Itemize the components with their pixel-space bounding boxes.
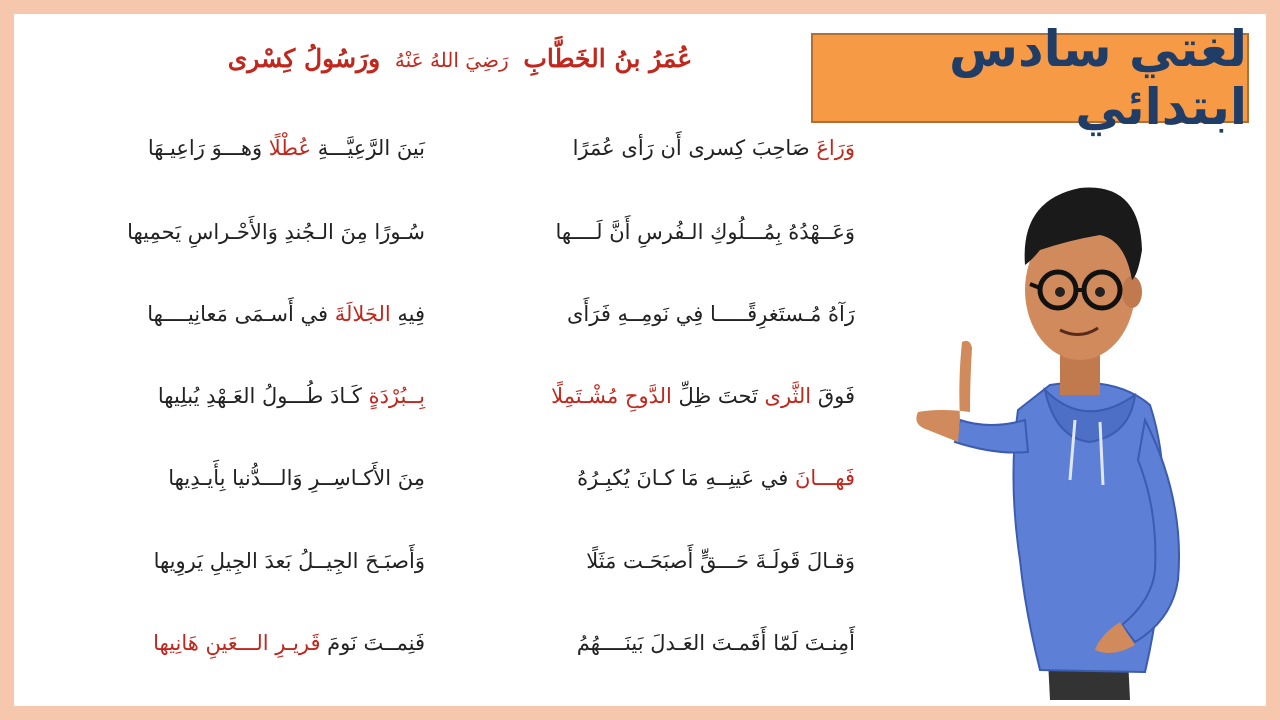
verse-segment: بِــبُرْدَةٍ [368,384,425,408]
verse-segment: بَينَ الرَّعِيَّـــةِ [311,136,425,160]
student-character-illustration [900,180,1200,700]
verse-4-first-hemistich [551,384,855,408]
verse-segment: الدَّوحِ مُشْـتَمِلًا [551,384,672,408]
verse-segment: وَعَــهْدُهُ بِمُـــلُوكِ الـفُرسِ أَنَّ لَــــها [555,220,855,244]
verse-segment: وَأَصبَـحَ الجِيــلُ بَعدَ الجِيلِ يَروِيها [153,549,425,573]
verse-segment: مِنَ الأَكـاسِــرِ وَالـــدُّنيا بِأَيـدِيها [168,466,425,490]
course-badge-label: لغتي سادس ابتدائي [949,20,1247,136]
verse-6-first-hemistich [586,549,855,573]
verse-segment: عُطْلًا [268,136,312,160]
title-subject: ورَسُولُ كِسْرى [227,44,381,73]
verse-1-first-hemistich [573,136,855,160]
verse-7-first-hemistich [577,631,855,655]
verse-segment: الثَّرى [764,384,812,408]
verse-7-second-hemistich [153,631,425,655]
verse-segment: فَنِمــتَ نَومَ [320,631,425,655]
course-badge [811,20,1249,136]
verse-5-first-hemistich [577,466,855,490]
verse-2-second-hemistich [127,220,425,244]
verse-segment: قَريـرِ الـــعَينِ هَانِيها [153,631,321,655]
verse-segment: كَـادَ طُـــولُ العَـهْدِ يُبلِيها [157,384,369,408]
verse-5-second-hemistich [168,466,425,490]
verse-segment: وَقـالَ قَولَـةَ حَـــقٍّ أَصبَحَـت مَثَلًا [586,549,855,573]
title-honorific: رَضِيَ اللهُ عَنْهُ [394,48,509,72]
verse-segment: رَآهُ مُـستَغرِقًـــــا فِي نَومِــهِ فَرَأَى [566,302,855,326]
verse-segment: سُـورًا مِنَ الـجُندِ وَالأَحْـراسِ يَحمِيها [127,220,425,244]
verse-segment: أَمِنـتَ لَمّا أَقَمـتَ العَـدلَ بَينَــــهُمُ [576,631,855,655]
verse-3-first-hemistich [567,302,855,326]
verse-4-second-hemistich [158,384,425,408]
verse-segment: فَهـــانَ [795,466,855,490]
verse-segment: وَهـــوَ رَاعِيـهَا [147,136,269,160]
verse-segment: فَوقَ [811,384,855,408]
verse-segment: فِيهِ [390,302,425,326]
verse-1-second-hemistich [148,136,425,160]
verse-segment: وَرَاعَ [816,136,855,160]
verse-segment: صَاحِبَ كِسرى أَن رَأى عُمَرًا [572,136,817,160]
verse-segment: الجَلالَةَ [334,302,391,326]
verse-3-second-hemistich [147,302,425,326]
page-title [170,44,750,73]
title-name: عُمَرُ بنُ الخَطَّابِ [523,44,693,73]
verse-2-first-hemistich [555,220,855,244]
verse-6-second-hemistich [154,549,425,573]
verse-segment: في عَينِــهِ مَا كـانَ يُكبِـرُهُ [577,466,795,490]
verse-segment: تَحتَ ظِلِّ [671,384,765,408]
verse-segment: في أَسـمَى مَعانِيــــها [147,302,335,326]
